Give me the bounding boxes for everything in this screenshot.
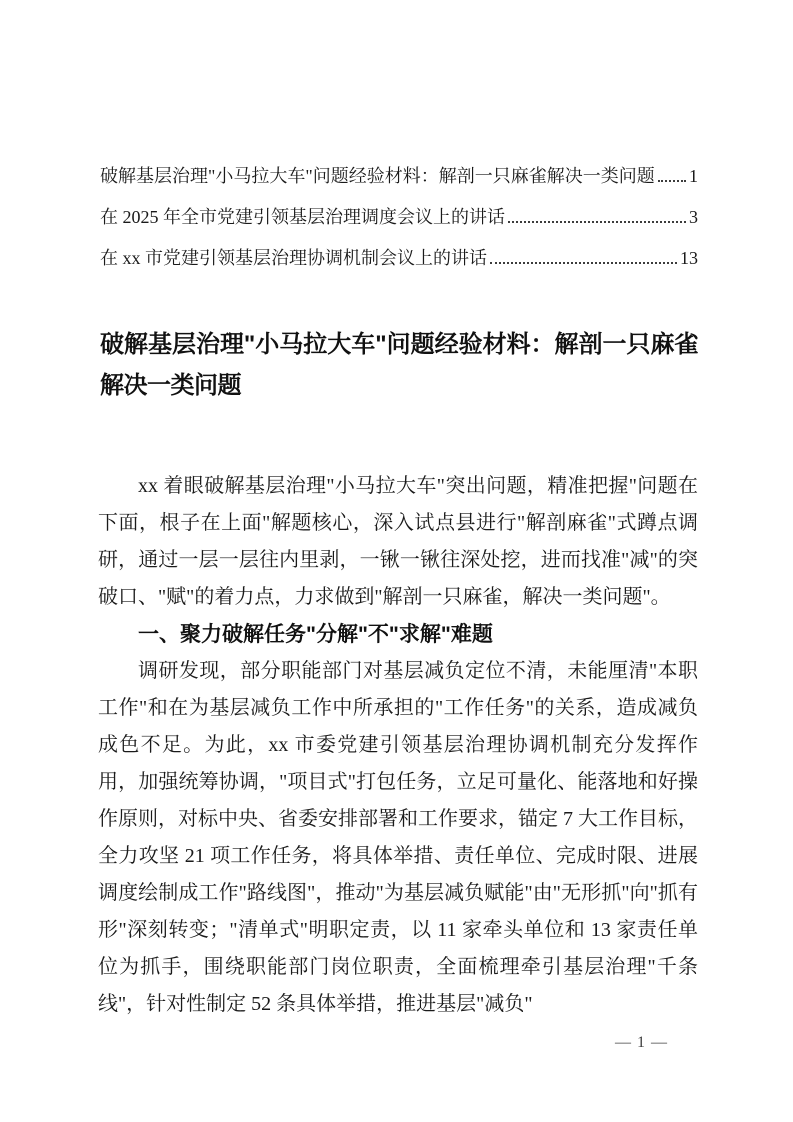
toc-page-number[interactable]: 13 [680,248,698,268]
article-body [98,468,698,1023]
toc-entry-title[interactable]: 破解基层治理"小马拉大车"问题经验材料：解剖一只麻雀解决一类问题 [100,166,655,186]
table-of-contents [100,146,698,269]
toc-entry[interactable] [100,146,698,187]
toc-entry[interactable] [100,228,698,269]
toc-page-number[interactable]: 3 [689,207,698,227]
toc-entry-title[interactable]: 在 2025 年全市党建引领基层治理调度会议上的讲话 [100,207,505,227]
section-heading-1: 一、聚力破解任务"分解"不"求解"难题 [138,623,493,646]
toc-entry-title[interactable]: 在 xx 市党建引领基层治理协调机制会议上的讲话 [100,248,487,268]
toc-dot-leader [658,180,686,182]
toc-entry[interactable] [100,187,698,228]
toc-dot-leader [508,221,686,223]
article-title: 破解基层治理"小马拉大车"问题经验材料：解剖一只麻雀解决一类问题 [100,331,698,399]
paragraph-section-1: 调研发现，部分职能部门对基层减负定位不清，未能厘清"本职工作"和在为基层减负工作中所承担的"工作任务"的关系，造成减负成色不足。为此，xx 市委党建引领基层治理协调机制充分发挥作用，加强统筹协调，"项目式"打包任务，立足可量化、能落地和好操作原则，对标中央、省委安排部署和工作要求，锚定 7 大工作目标，全力攻坚 21 项工作任务，将具体举措、责任单位、完成时限、进展调度绘制成工作"路线图"，推动"为基层减负赋能"由"无形抓"向"抓有形"深刻转变；"清单式"明职定责，以 11 家牵头单位和 13 家责任单位为抓手，围绕职能部门岗位职责，全面梳理牵引基层治理"千条线"，针对性制定 52 条具体举措，推进基层"减负" [98,660,698,1015]
toc-dot-leader [490,262,677,264]
toc-page-number[interactable]: 1 [689,166,698,186]
paragraph-intro: xx 着眼破解基层治理"小马拉大车"突出问题，精准把握"问题在下面，根子在上面"解题核心，深入试点县进行"解剖麻雀"式蹲点调研，通过一层一层往内里剥，一锹一锹往深处挖，进而找准"减"的突破口、"赋"的着力点，力求做到"解剖一只麻雀，解决一类问题"。 [98,475,698,608]
page-number-footer: — 1 — [615,1034,668,1051]
